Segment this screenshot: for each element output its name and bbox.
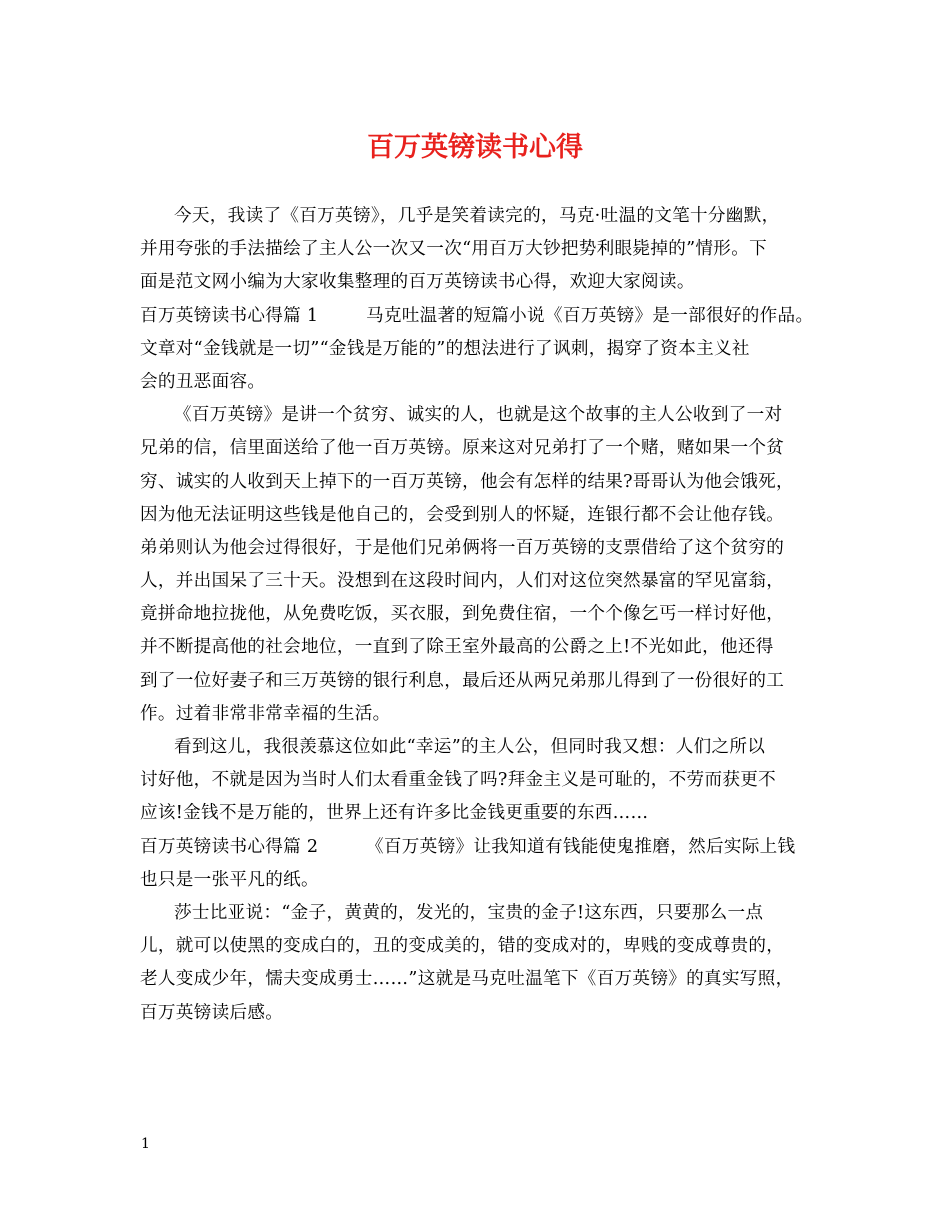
paragraph-line: 儿，就可以使黑的变成白的，丑的变成美的，错的变成对的，卑贱的变成尊贵的， [140, 936, 785, 957]
paragraph-line: 莎士比亚说：“金子，黄黄的，发光的，宝贵的金子!这东西，只要那么一点 [174, 902, 764, 923]
paragraph-line: 应该!金钱不是万能的，世界上还有许多比金钱更重要的东西…… [140, 803, 649, 824]
section-heading-1 [140, 300, 822, 333]
section-text: 《百万英镑》让我知道有钱能使鬼推磨，然后实际上钱 [366, 836, 796, 857]
page-number: 1 [141, 1136, 150, 1152]
paragraph-line: 人，并出国呆了三十天。没想到在这段时间内，人们对这位突然暴富的罕见富翁， [140, 571, 785, 592]
paragraph-line: 《百万英镑》是讲一个贫穷、诚实的人，也就是这个故事的主人公收到了一对 [174, 405, 783, 426]
paragraph-line: 作。过着非常非常幸福的生活。 [140, 703, 391, 724]
section-text: 马克吐温著的短篇小说《百万英镑》是一部很好的作品。 [366, 305, 814, 326]
section-heading-2 [140, 831, 822, 864]
paragraph-line: 弟弟则认为他会过得很好，于是他们兄弟俩将一百万英镑的支票借给了这个贫穷的 [140, 537, 785, 558]
paragraph-line: 穷、诚实的人收到天上掉下的一百万英镑，他会有怎样的结果?哥哥认为他会饿死， [140, 471, 794, 492]
paragraph-line: 看到这儿，我很羡慕这位如此“幸运”的主人公，但同时我又想：人们之所以 [174, 737, 766, 757]
paragraph-line: 百万英镑读后感。 [140, 1002, 284, 1023]
document-body [140, 200, 822, 1030]
paragraph-line: 到了一位好妻子和三万英镑的银行利息，最后还从两兄弟那儿得到了一份很好的工 [140, 670, 785, 691]
document-title: 百万英镑读书心得 [367, 132, 583, 163]
paragraph-line: 也只是一张平凡的纸。 [140, 869, 319, 890]
section-label: 百万英镑读书心得篇 2 [140, 836, 319, 857]
paragraph-line: 因为他无法证明这些钱是他自己的，会受到别人的怀疑，连银行都不会让他存钱。 [140, 504, 785, 525]
paragraph-line: 竟拼命地拉拢他，从免费吃饭，买衣服，到免费住宿，一个个像乞丐一样讨好他， [140, 604, 785, 625]
section-label: 百万英镑读书心得篇 1 [140, 305, 319, 326]
paragraph-line: 面是范文网小编为大家收集整理的百万英镑读书心得，欢迎大家阅读。 [140, 272, 695, 293]
paragraph-line: 会的丑恶面容。 [140, 371, 266, 392]
paragraph-line: 兄弟的信，信里面送给了他一百万英镑。原来这对兄弟打了一个赌，赌如果一个贫 [140, 438, 785, 459]
paragraph-line: 文章对“金钱就是一切”“金钱是万能的”的想法进行了讽刺，揭穿了资本主义社 [140, 338, 750, 359]
paragraph-line: 讨好他，不就是因为当时人们太看重金钱了吗?拜金主义是可耻的，不劳而获更不 [140, 770, 777, 791]
paragraph-line: 今天，我读了《百万英镑》，几乎是笑着读完的，马克·吐温的文笔十分幽默， [174, 206, 780, 226]
paragraph-line: 老人变成少年，懦夫变成勇士……”这就是马克吐温笔下《百万英镑》的真实写照， [140, 969, 794, 990]
paragraph-line: 并不断提高他的社会地位，一直到了除王室外最高的公爵之上!不光如此，他还得 [140, 637, 774, 658]
paragraph-line: 并用夸张的手法描绘了主人公一次又一次“用百万大钞把势利眼毙掉的”情形。下 [140, 239, 767, 260]
